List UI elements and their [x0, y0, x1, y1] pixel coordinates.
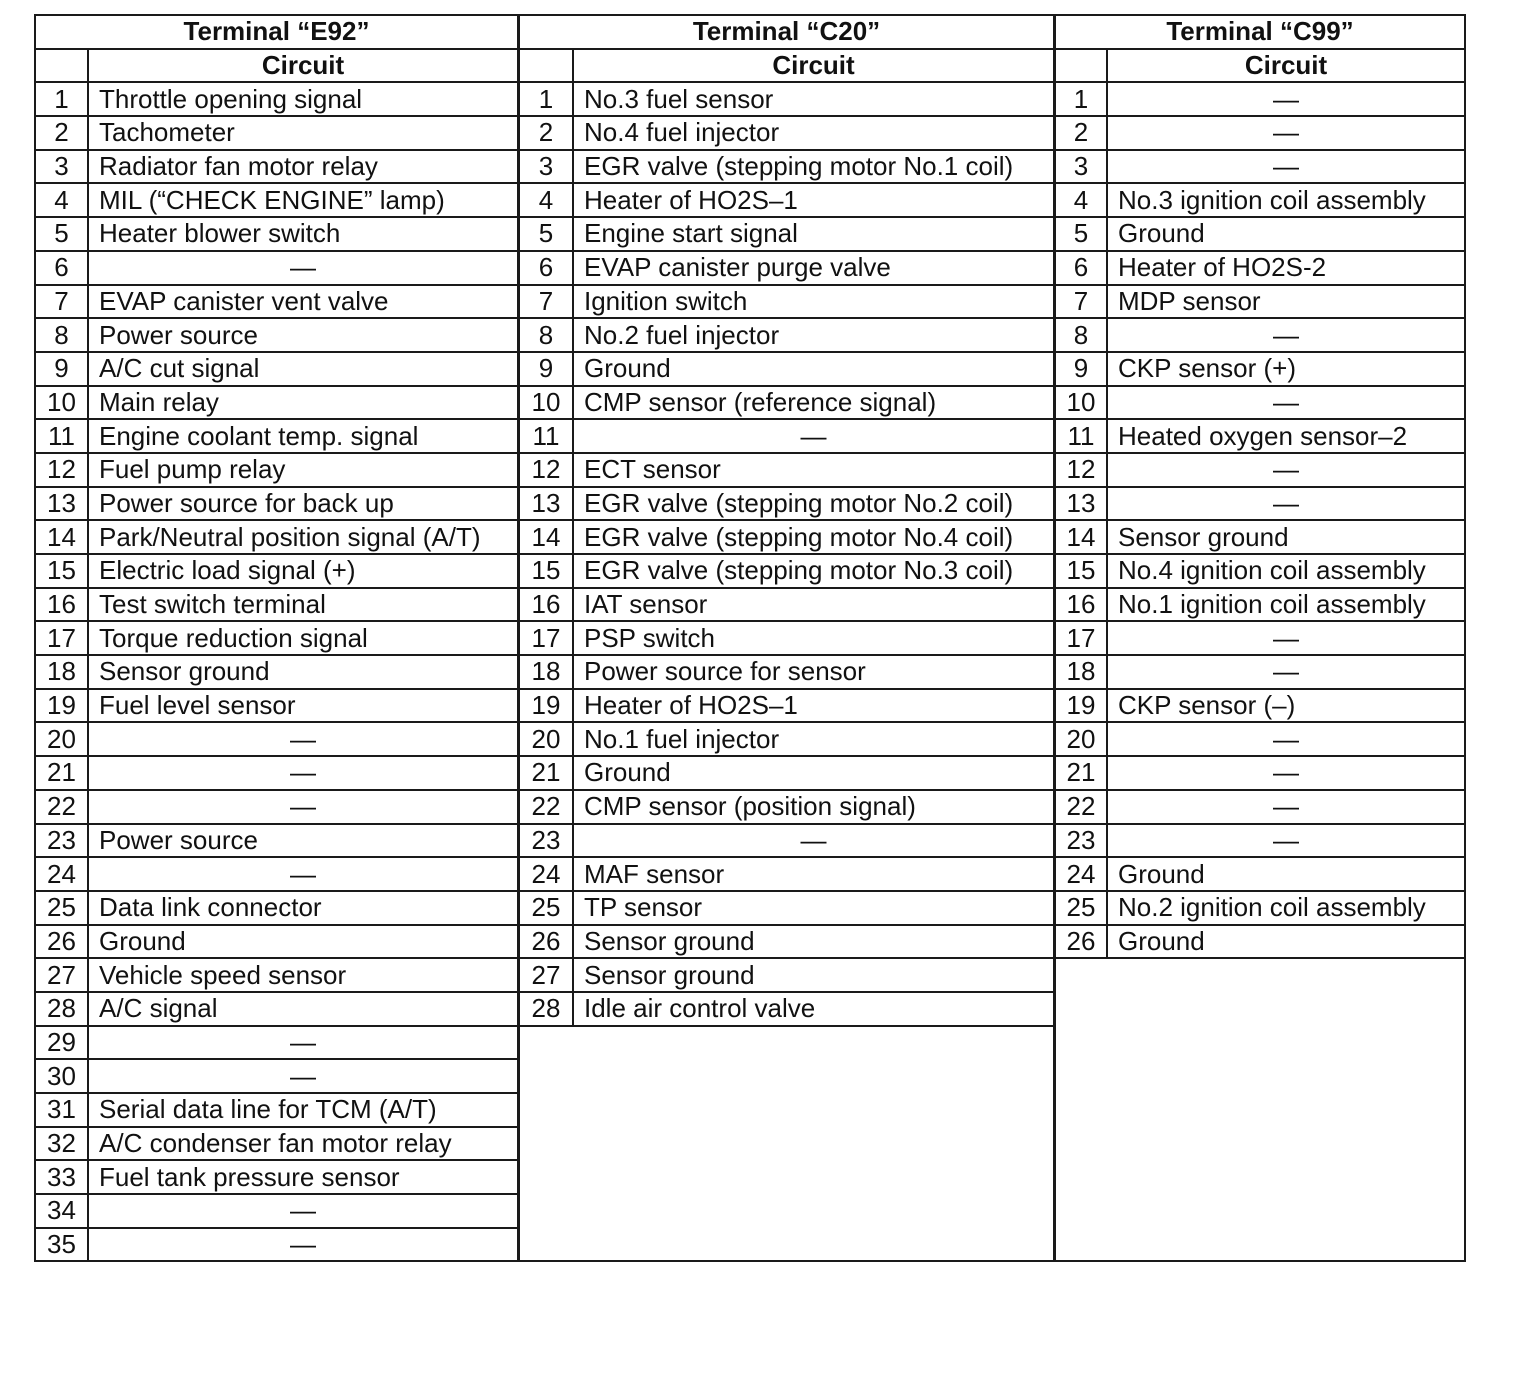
table-row — [35, 285, 518, 319]
circuit-name: — — [88, 251, 518, 285]
circuit-name: Ignition switch — [573, 285, 1054, 319]
terminal-number: 32 — [35, 1127, 88, 1161]
table-row — [519, 116, 1054, 150]
terminal-number: 29 — [35, 1026, 88, 1060]
terminal-c99-block — [1055, 14, 1466, 1262]
terminal-title: Terminal “C20” — [519, 15, 1054, 49]
terminal-number: 9 — [519, 352, 573, 386]
circuit-name: Heated oxygen sensor–2 — [1107, 419, 1465, 453]
terminal-number: 18 — [1055, 655, 1107, 689]
table-row — [519, 621, 1054, 655]
terminal-number: 7 — [1055, 285, 1107, 319]
terminal-number: 25 — [35, 891, 88, 925]
table-row — [1055, 453, 1465, 487]
terminal-number: 20 — [1055, 722, 1107, 756]
circuit-name: CKP sensor (+) — [1107, 352, 1465, 386]
circuit-name: — — [1107, 621, 1465, 655]
table-row — [519, 756, 1054, 790]
terminal-number: 10 — [35, 386, 88, 420]
table-empty-area — [518, 1027, 1055, 1263]
table-row — [35, 1093, 518, 1127]
circuit-name: Torque reduction signal — [88, 621, 518, 655]
circuit-name: Engine start signal — [573, 217, 1054, 251]
circuit-name: No.4 fuel injector — [573, 116, 1054, 150]
circuit-name: Heater of HO2S–1 — [573, 183, 1054, 217]
terminal-number: 12 — [35, 453, 88, 487]
terminal-number: 23 — [519, 824, 573, 858]
table-row — [35, 1127, 518, 1161]
circuit-name: IAT sensor — [573, 588, 1054, 622]
terminal-number: 13 — [519, 487, 573, 521]
table-row — [1055, 386, 1465, 420]
terminal-number: 7 — [519, 285, 573, 319]
table-row — [1055, 588, 1465, 622]
table-row — [1055, 183, 1465, 217]
circuit-name: — — [1107, 386, 1465, 420]
circuit-header: Circuit — [573, 49, 1054, 83]
terminal-number: 13 — [1055, 487, 1107, 521]
circuit-name: MIL (“CHECK ENGINE” lamp) — [88, 183, 518, 217]
table-row — [1055, 857, 1465, 891]
circuit-name: — — [88, 790, 518, 824]
circuit-name: No.3 fuel sensor — [573, 82, 1054, 116]
circuit-name: — — [88, 1059, 518, 1093]
table-row — [35, 419, 518, 453]
terminal-number: 3 — [519, 150, 573, 184]
terminal-number: 15 — [1055, 554, 1107, 588]
table-row — [35, 520, 518, 554]
table-row — [519, 958, 1054, 992]
terminal-number: 11 — [1055, 419, 1107, 453]
table-row — [35, 992, 518, 1026]
table-row — [1055, 722, 1465, 756]
table-row — [35, 183, 518, 217]
terminal-number: 14 — [519, 520, 573, 554]
terminal-number: 21 — [519, 756, 573, 790]
terminal-number: 4 — [1055, 183, 1107, 217]
circuit-header: Circuit — [88, 49, 518, 83]
terminal-number: 1 — [35, 82, 88, 116]
table-row — [1055, 352, 1465, 386]
table-row — [519, 183, 1054, 217]
circuit-name: Fuel tank pressure sensor — [88, 1160, 518, 1194]
table-row — [519, 82, 1054, 116]
terminal-number: 13 — [35, 487, 88, 521]
terminal-number: 2 — [519, 116, 573, 150]
table-row — [35, 554, 518, 588]
circuit-name: EVAP canister purge valve — [573, 251, 1054, 285]
circuit-name: — — [1107, 722, 1465, 756]
circuit-name: No.1 ignition coil assembly — [1107, 588, 1465, 622]
terminal-number: 19 — [1055, 689, 1107, 723]
number-header — [519, 49, 573, 83]
table-row — [35, 386, 518, 420]
circuit-name: EVAP canister vent valve — [88, 285, 518, 319]
terminal-number: 12 — [519, 453, 573, 487]
terminal-number: 20 — [519, 722, 573, 756]
circuit-name: MAF sensor — [573, 857, 1054, 891]
terminal-number: 6 — [35, 251, 88, 285]
table-row — [1055, 116, 1465, 150]
table-row — [519, 689, 1054, 723]
circuit-name: Test switch terminal — [88, 588, 518, 622]
table-row — [35, 251, 518, 285]
table-row — [35, 1228, 518, 1262]
circuit-name: Throttle opening signal — [88, 82, 518, 116]
circuit-name: — — [88, 722, 518, 756]
table-row — [1055, 554, 1465, 588]
terminal-number: 7 — [35, 285, 88, 319]
terminal-c20-block — [519, 14, 1055, 1262]
table-row — [519, 150, 1054, 184]
circuit-name: Power source — [88, 824, 518, 858]
terminal-number: 17 — [35, 621, 88, 655]
terminal-c20-table — [518, 14, 1055, 1027]
table-row — [519, 925, 1054, 959]
circuit-name: Vehicle speed sensor — [88, 958, 518, 992]
terminal-number: 2 — [1055, 116, 1107, 150]
circuit-name: MDP sensor — [1107, 285, 1465, 319]
terminal-number: 5 — [35, 217, 88, 251]
terminal-e92-block — [34, 14, 519, 1262]
table-row — [35, 891, 518, 925]
table-row — [1055, 217, 1465, 251]
terminal-number: 3 — [1055, 150, 1107, 184]
terminal-number: 16 — [1055, 588, 1107, 622]
circuit-name: Ground — [573, 352, 1054, 386]
terminal-number: 16 — [35, 588, 88, 622]
circuit-name: No.1 fuel injector — [573, 722, 1054, 756]
circuit-name: PSP switch — [573, 621, 1054, 655]
terminal-number: 17 — [1055, 621, 1107, 655]
terminal-number: 11 — [35, 419, 88, 453]
table-row — [1055, 487, 1465, 521]
terminal-e92-table — [34, 14, 519, 1262]
circuit-name: No.2 ignition coil assembly — [1107, 891, 1465, 925]
table-row — [519, 217, 1054, 251]
terminal-number: 9 — [1055, 352, 1107, 386]
circuit-name: Engine coolant temp. signal — [88, 419, 518, 453]
terminal-number: 27 — [519, 958, 573, 992]
circuit-name: — — [573, 419, 1054, 453]
terminal-number: 8 — [1055, 318, 1107, 352]
terminal-number: 23 — [35, 824, 88, 858]
table-row — [35, 1194, 518, 1228]
circuit-name: — — [1107, 318, 1465, 352]
circuit-name: Sensor ground — [88, 655, 518, 689]
terminal-number: 26 — [35, 925, 88, 959]
terminal-number: 5 — [1055, 217, 1107, 251]
table-row — [519, 487, 1054, 521]
circuit-name: Serial data line for TCM (A/T) — [88, 1093, 518, 1127]
terminal-number: 10 — [1055, 386, 1107, 420]
table-row — [519, 285, 1054, 319]
circuit-name: Electric load signal (+) — [88, 554, 518, 588]
circuit-name: A/C cut signal — [88, 352, 518, 386]
terminal-number: 27 — [35, 958, 88, 992]
terminal-number: 2 — [35, 116, 88, 150]
circuit-name: A/C signal — [88, 992, 518, 1026]
circuit-name: — — [88, 756, 518, 790]
terminal-number: 24 — [519, 857, 573, 891]
table-row — [35, 857, 518, 891]
circuit-name: EGR valve (stepping motor No.2 coil) — [573, 487, 1054, 521]
terminal-title: Terminal “C99” — [1055, 15, 1465, 49]
terminal-number: 30 — [35, 1059, 88, 1093]
circuit-name: EGR valve (stepping motor No.3 coil) — [573, 554, 1054, 588]
terminal-number: 35 — [35, 1228, 88, 1262]
table-row — [35, 150, 518, 184]
table-row — [519, 520, 1054, 554]
table-row — [519, 588, 1054, 622]
table-row — [35, 756, 518, 790]
circuit-name: Power source for back up — [88, 487, 518, 521]
circuit-name: — — [573, 824, 1054, 858]
circuit-name: — — [88, 1026, 518, 1060]
terminal-number: 3 — [35, 150, 88, 184]
circuit-name: No.3 ignition coil assembly — [1107, 183, 1465, 217]
circuit-name: — — [1107, 150, 1465, 184]
table-row — [35, 958, 518, 992]
circuit-name: — — [88, 857, 518, 891]
number-header — [35, 49, 88, 83]
table-row — [1055, 655, 1465, 689]
terminal-number: 34 — [35, 1194, 88, 1228]
terminal-number: 22 — [1055, 790, 1107, 824]
circuit-name: No.4 ignition coil assembly — [1107, 554, 1465, 588]
circuit-name: — — [88, 1228, 518, 1262]
terminal-number: 20 — [35, 722, 88, 756]
table-row — [35, 116, 518, 150]
table-row — [519, 453, 1054, 487]
table-row — [519, 318, 1054, 352]
table-row — [35, 588, 518, 622]
circuit-name: — — [1107, 82, 1465, 116]
terminal-number: 19 — [519, 689, 573, 723]
circuit-name: Fuel level sensor — [88, 689, 518, 723]
circuit-name: Power source — [88, 318, 518, 352]
circuit-name: Data link connector — [88, 891, 518, 925]
table-row — [35, 1026, 518, 1060]
table-row — [1055, 318, 1465, 352]
circuit-name: Main relay — [88, 386, 518, 420]
circuit-name: Heater blower switch — [88, 217, 518, 251]
table-row — [35, 655, 518, 689]
circuit-name: Radiator fan motor relay — [88, 150, 518, 184]
table-row — [35, 621, 518, 655]
table-row — [519, 554, 1054, 588]
terminal-number: 18 — [35, 655, 88, 689]
circuit-name: CMP sensor (position signal) — [573, 790, 1054, 824]
terminal-number: 15 — [519, 554, 573, 588]
circuit-name: TP sensor — [573, 891, 1054, 925]
terminal-number: 5 — [519, 217, 573, 251]
circuit-name: Sensor ground — [573, 958, 1054, 992]
terminal-number: 23 — [1055, 824, 1107, 858]
terminal-number: 25 — [519, 891, 573, 925]
table-row — [1055, 621, 1465, 655]
circuit-name: — — [88, 1194, 518, 1228]
table-row — [35, 318, 518, 352]
table-row — [519, 386, 1054, 420]
table-row — [35, 487, 518, 521]
terminal-number: 16 — [519, 588, 573, 622]
circuit-name: Power source for sensor — [573, 655, 1054, 689]
table-row — [35, 925, 518, 959]
terminal-title: Terminal “E92” — [35, 15, 518, 49]
circuit-name: A/C condenser fan motor relay — [88, 1127, 518, 1161]
table-row — [519, 824, 1054, 858]
table-row — [519, 891, 1054, 925]
terminal-number: 22 — [35, 790, 88, 824]
table-row — [35, 790, 518, 824]
terminal-number: 21 — [35, 756, 88, 790]
terminal-number: 33 — [35, 1160, 88, 1194]
table-row — [35, 1059, 518, 1093]
table-row — [1055, 419, 1465, 453]
circuit-name: Ground — [573, 756, 1054, 790]
circuit-name: Ground — [1107, 217, 1465, 251]
terminal-number: 19 — [35, 689, 88, 723]
table-row — [35, 1160, 518, 1194]
circuit-name: Idle air control valve — [573, 992, 1054, 1026]
table-row — [519, 251, 1054, 285]
circuit-name: — — [1107, 487, 1465, 521]
table-row — [1055, 790, 1465, 824]
circuit-name: — — [1107, 756, 1465, 790]
terminal-number: 4 — [35, 183, 88, 217]
terminal-number: 17 — [519, 621, 573, 655]
table-row — [35, 82, 518, 116]
circuit-name: No.2 fuel injector — [573, 318, 1054, 352]
table-row — [35, 352, 518, 386]
table-row — [1055, 150, 1465, 184]
table-row — [519, 655, 1054, 689]
table-row — [1055, 824, 1465, 858]
circuit-name: Heater of HO2S–1 — [573, 689, 1054, 723]
terminal-number: 28 — [519, 992, 573, 1026]
circuit-name: EGR valve (stepping motor No.1 coil) — [573, 150, 1054, 184]
circuit-name: ECT sensor — [573, 453, 1054, 487]
table-row — [519, 722, 1054, 756]
terminal-number: 15 — [35, 554, 88, 588]
circuit-name: Fuel pump relay — [88, 453, 518, 487]
circuit-name: — — [1107, 116, 1465, 150]
terminal-number: 24 — [1055, 857, 1107, 891]
circuit-name: CMP sensor (reference signal) — [573, 386, 1054, 420]
table-row — [519, 857, 1054, 891]
terminal-number: 22 — [519, 790, 573, 824]
number-header — [1055, 49, 1107, 83]
circuit-name: Heater of HO2S-2 — [1107, 251, 1465, 285]
terminal-number: 28 — [35, 992, 88, 1026]
terminal-number: 18 — [519, 655, 573, 689]
circuit-name: — — [1107, 655, 1465, 689]
terminal-number: 4 — [519, 183, 573, 217]
circuit-name: Ground — [1107, 857, 1465, 891]
terminal-number: 11 — [519, 419, 573, 453]
table-empty-area — [1054, 959, 1466, 1262]
table-row — [1055, 891, 1465, 925]
terminal-number: 6 — [519, 251, 573, 285]
table-row — [35, 722, 518, 756]
terminal-number: 1 — [519, 82, 573, 116]
terminal-number: 9 — [35, 352, 88, 386]
table-row — [519, 419, 1054, 453]
table-row — [35, 824, 518, 858]
table-row — [35, 217, 518, 251]
table-row — [1055, 689, 1465, 723]
circuit-name: Ground — [88, 925, 518, 959]
circuit-name: — — [1107, 453, 1465, 487]
terminal-number: 26 — [1055, 925, 1107, 959]
terminal-number: 10 — [519, 386, 573, 420]
terminal-c99-table — [1054, 14, 1466, 959]
table-row — [519, 352, 1054, 386]
terminal-number: 26 — [519, 925, 573, 959]
table-row — [35, 689, 518, 723]
terminal-number: 8 — [519, 318, 573, 352]
terminal-number: 6 — [1055, 251, 1107, 285]
terminal-number: 25 — [1055, 891, 1107, 925]
circuit-name: — — [1107, 824, 1465, 858]
table-row — [1055, 756, 1465, 790]
table-row — [1055, 251, 1465, 285]
circuit-header: Circuit — [1107, 49, 1465, 83]
circuit-name: Park/Neutral position signal (A/T) — [88, 520, 518, 554]
circuit-name: Sensor ground — [1107, 520, 1465, 554]
terminal-number: 12 — [1055, 453, 1107, 487]
terminal-number: 1 — [1055, 82, 1107, 116]
circuit-name: Sensor ground — [573, 925, 1054, 959]
terminal-number: 8 — [35, 318, 88, 352]
terminal-number: 24 — [35, 857, 88, 891]
terminal-number: 31 — [35, 1093, 88, 1127]
circuit-name: CKP sensor (–) — [1107, 689, 1465, 723]
table-row — [35, 453, 518, 487]
table-row — [519, 992, 1054, 1026]
table-row — [1055, 925, 1465, 959]
circuit-name: Ground — [1107, 925, 1465, 959]
terminal-tables — [34, 14, 1466, 1262]
terminal-number: 14 — [35, 520, 88, 554]
circuit-name: EGR valve (stepping motor No.4 coil) — [573, 520, 1054, 554]
table-row — [1055, 82, 1465, 116]
terminal-number: 14 — [1055, 520, 1107, 554]
table-row — [1055, 285, 1465, 319]
circuit-name: Tachometer — [88, 116, 518, 150]
terminal-number: 21 — [1055, 756, 1107, 790]
table-row — [1055, 520, 1465, 554]
table-row — [519, 790, 1054, 824]
circuit-name: — — [1107, 790, 1465, 824]
